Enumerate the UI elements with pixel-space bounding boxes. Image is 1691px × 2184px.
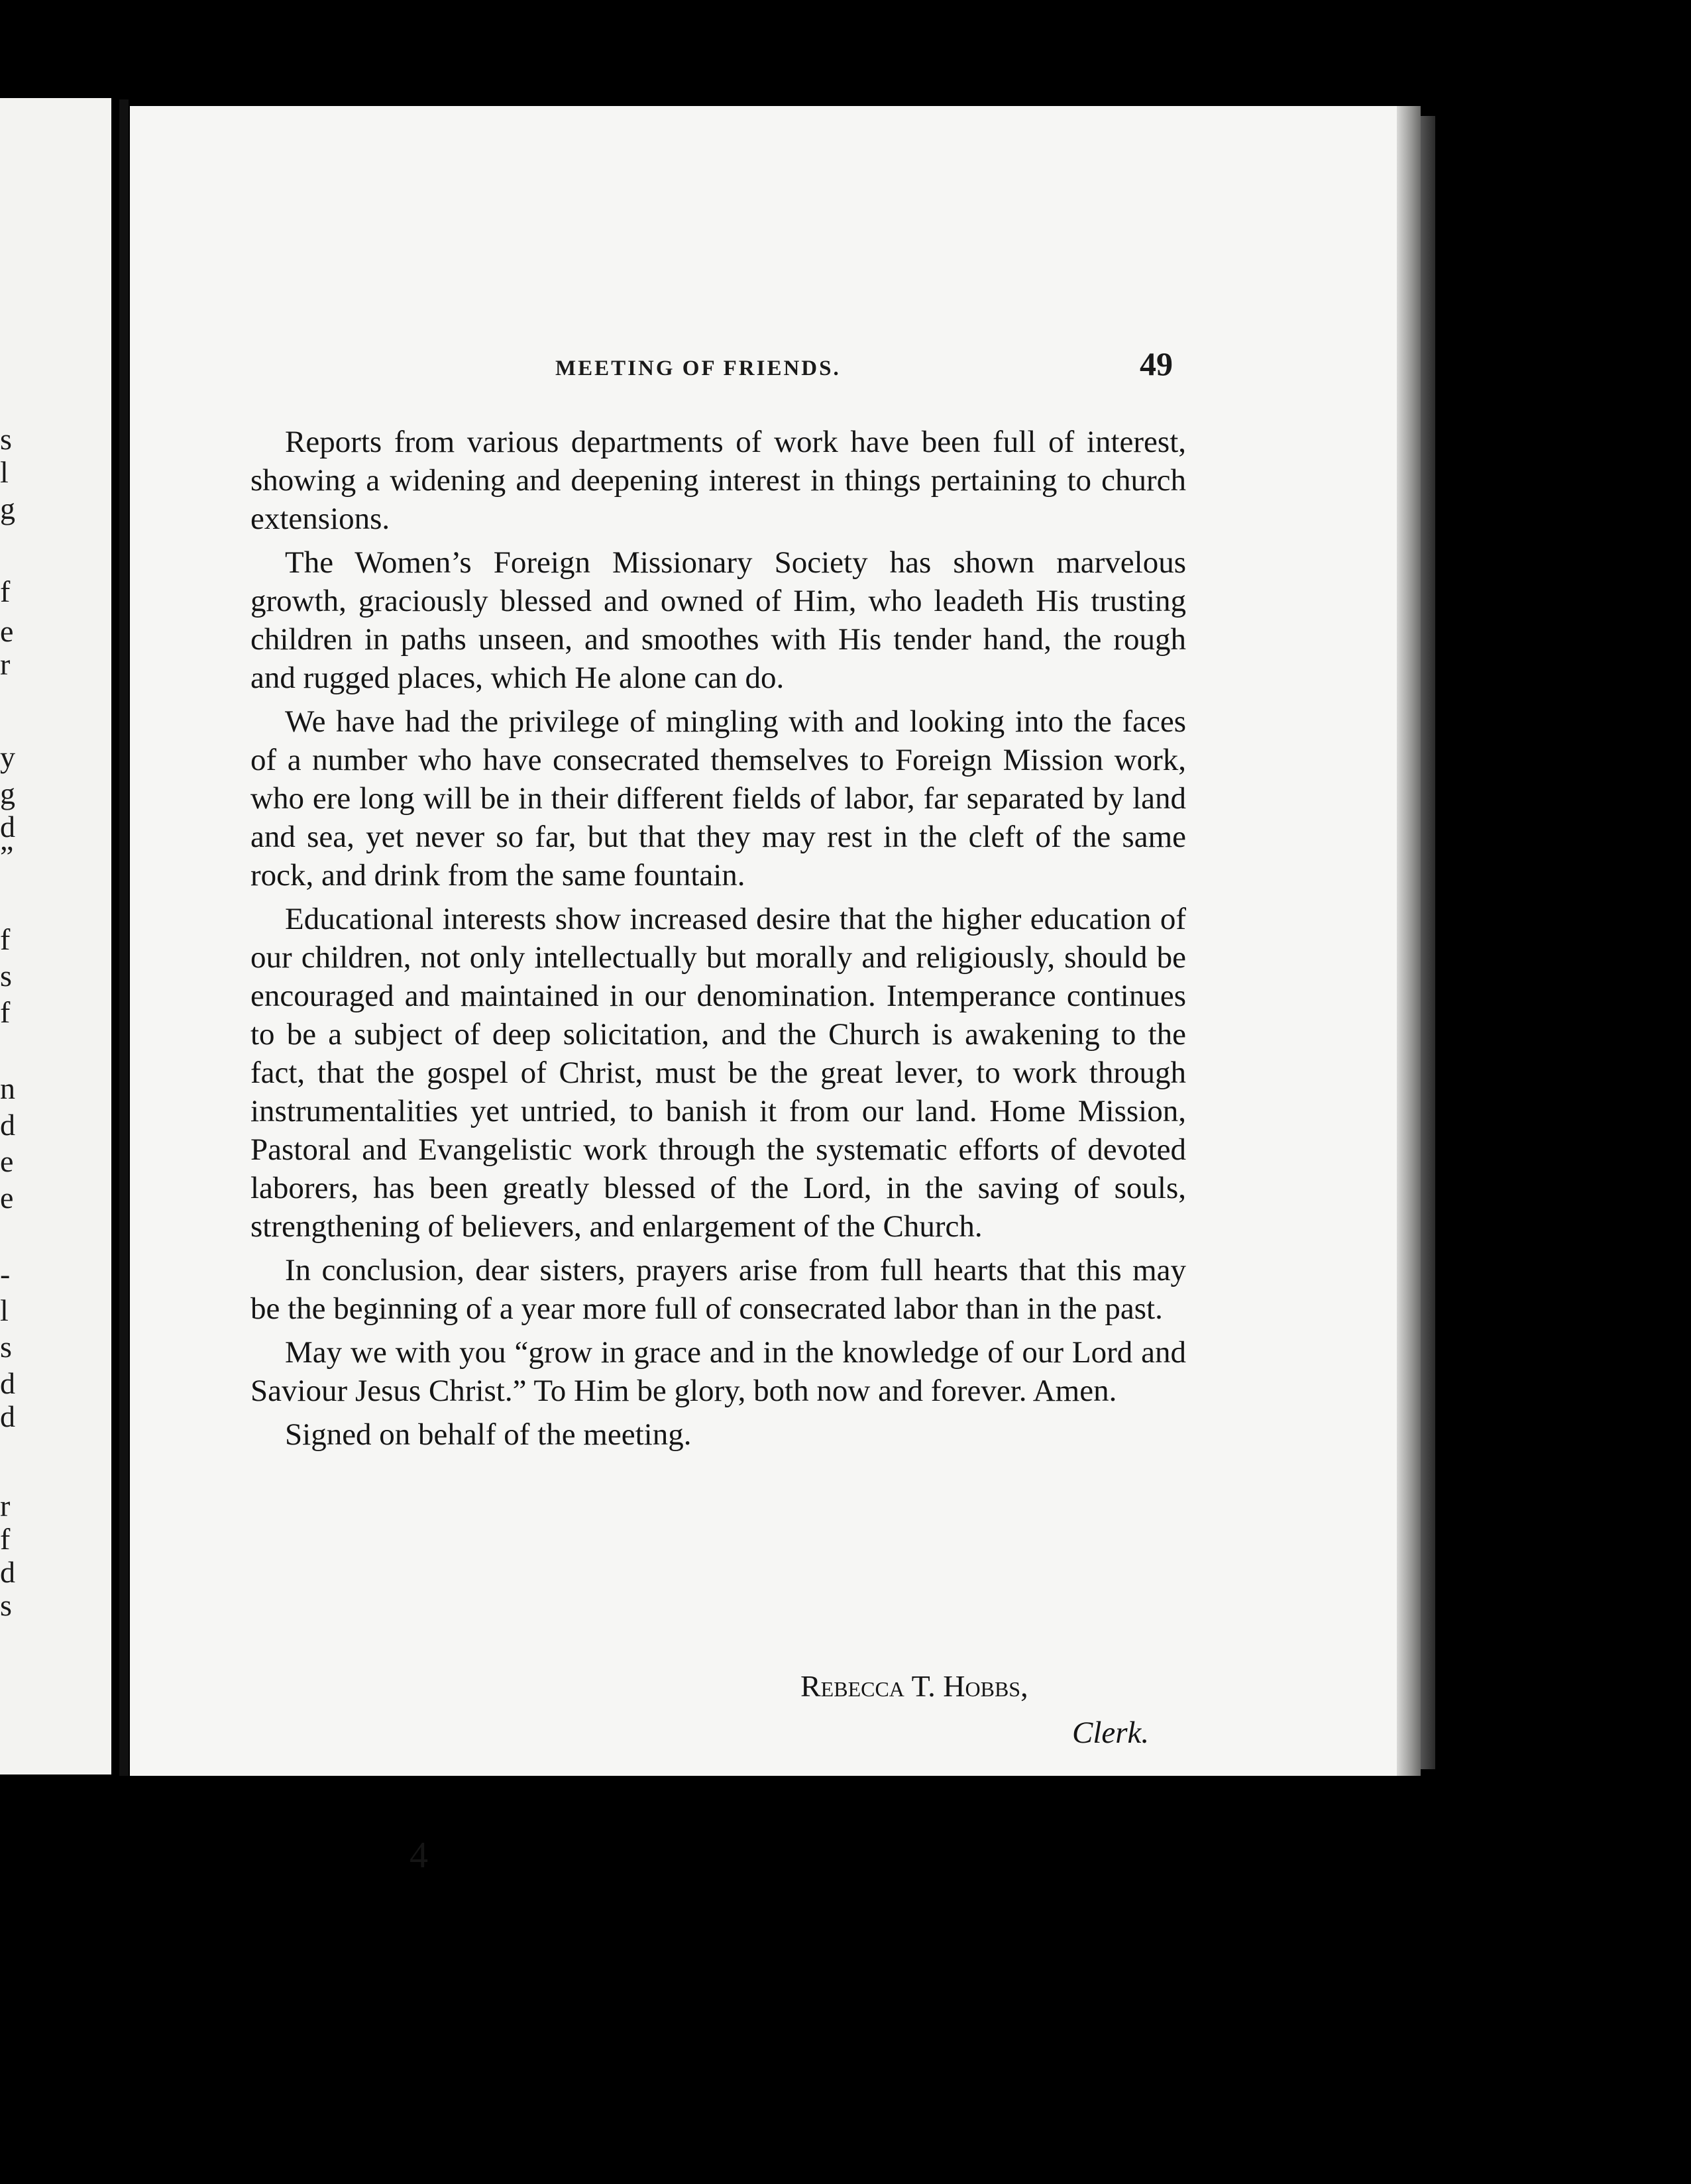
facing-page-fragment: s (0, 959, 12, 993)
signer-name: Rebecca T. Hobbs, (800, 1669, 1028, 1703)
facing-page-fragment: g (0, 492, 15, 525)
facing-page-fragment: d (0, 1399, 15, 1433)
facing-page-fragment: f (0, 1522, 11, 1556)
facing-page-fragment: d (0, 1366, 15, 1400)
signer-title: Clerk. (1072, 1716, 1150, 1750)
facing-page-fragment: r (0, 1489, 11, 1523)
paragraph-foreign-mission: We have had the privilege of mingling with and looking into the faces of a number who have consecrated themselves to Foreign Mission work, who ere long will be in their different fields of labor, far separated by land and sea, yet never so far, but that they may rest in the cleft of the same rock, and drink from the same fountain. (250, 704, 1186, 893)
facing-page-fragment: n (0, 1071, 15, 1105)
facing-page-fragment: f (0, 574, 11, 608)
facing-page-fragment: d (0, 810, 15, 844)
signed-line: Signed on behalf of the meeting. (285, 1417, 692, 1452)
facing-page-fragment: - (0, 1257, 11, 1291)
body-text (250, 423, 1186, 1454)
facing-page-fragment: l (0, 1293, 9, 1327)
facing-page-fragment: g (0, 777, 15, 810)
signature-mark: 4 (409, 1835, 428, 1876)
facing-page-fragment: s (0, 1330, 12, 1364)
facing-page-fragment: f (0, 995, 11, 1029)
book-gutter (119, 99, 129, 1776)
facing-page-fragment: y (0, 740, 15, 774)
facing-page-fragment: ” (0, 840, 14, 873)
facing-page-fragment: f (0, 922, 11, 956)
facing-page-fragment: s (0, 422, 12, 456)
facing-page-fragment: r (0, 647, 11, 681)
page-number: 49 (1140, 345, 1173, 382)
facing-page (0, 98, 111, 1774)
paragraph-missionary-society: The Women’s Foreign Missionary Society has shown marvelous growth, graciously blessed and owned of Him, who leadeth His trusting children in paths unseen, and smoothes with His tender hand, the rough and rugged places, which He alone can do. (250, 545, 1186, 695)
facing-page-text-fragments (0, 98, 111, 1774)
facing-page-fragment: d (0, 1108, 15, 1142)
facing-page-fragment: d (0, 1555, 15, 1589)
facing-page-fragment: s (0, 1588, 12, 1622)
facing-page-fragment: e (0, 1181, 14, 1215)
running-head: MEETING OF FRIENDS. (555, 356, 841, 380)
paragraph-benediction: May we with you “grow in grace and in the knowledge of our Lord and Saviour Jesus Christ.” To Him be glory, both now and forever. Amen. (250, 1335, 1186, 1408)
facing-page-fragment: l (0, 455, 9, 489)
page-edge-shadow (1421, 116, 1435, 1769)
facing-page-fragment: e (0, 1144, 14, 1178)
paragraph-conclusion: In conclusion, dear sisters, prayers arise from full hearts that this may be the beginning of a year more full of consecrated labor than in the past. (250, 1253, 1186, 1326)
page-edge (1397, 106, 1421, 1776)
facing-page-fragment: e (0, 614, 14, 648)
paragraph-reports: Reports from various departments of work have been full of interest, showing a widening and deepening interest in things pertaining to church extensions. (250, 425, 1186, 536)
paragraph-educational-interests: Educational interests show increased desire that the higher education of our children, not only intellectually but morally and religiously, should be encouraged and maintained in our denomination. Intemperance continues to be a subject of deep solicitation, and the Church is awakening to the fact, that the gospel of Christ, must be the great lever, to work through instrumentalities yet untried, to banish it from our land. Home Mission, Pastoral and Evangelistic work through the systematic efforts of devoted laborers, has been greatly blessed of the Lord, in the saving of souls, strengthening of believers, and enlargement of the Church. (250, 902, 1186, 1244)
